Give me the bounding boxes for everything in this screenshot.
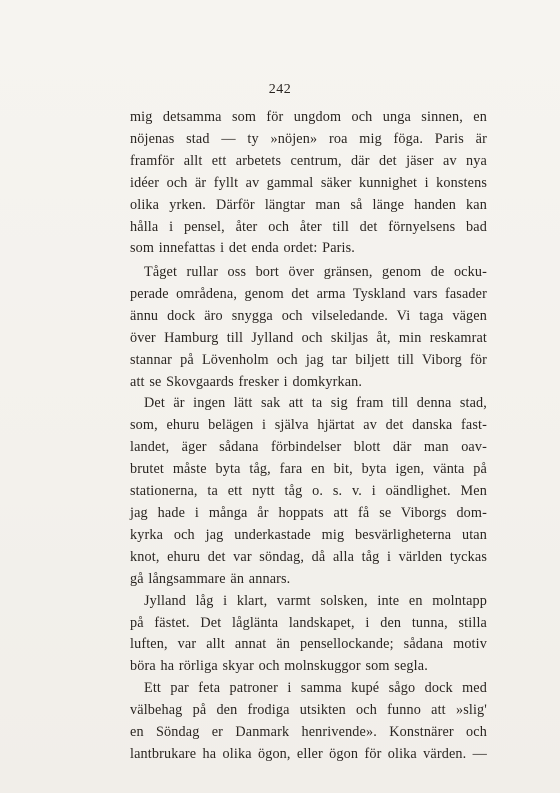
text-line: perade områdena, genom det arma Tyskland vars fasader xyxy=(130,285,487,302)
text-line: hålla i pensel, åter och åter till det förnyelsens bad xyxy=(130,218,487,235)
text-line: Jylland låg i klart, varmt solsken, inte en molntapp xyxy=(144,592,487,609)
text-line: luften, var allt annat än pensellockande; sådana motiv xyxy=(130,636,487,653)
text-line: framför allt ett arbetets centrum, där det jäser av nya xyxy=(130,152,487,169)
text-line: välbehag på den frodiga utsikten och funno att »slig' xyxy=(130,702,487,719)
text-line: stannar på Lövenholm och jag tar biljett till Viborg för xyxy=(130,351,487,368)
text-line: att se Skovgaards fresker i domkyrkan. xyxy=(130,373,363,390)
text-line: mig detsamma som för ungdom och unga sinnen, en xyxy=(130,109,487,125)
paragraph-4 xyxy=(130,591,487,679)
text-line: stationerna, ta ett nytt tåg o. s. v. i oändlighet. Men xyxy=(130,483,487,500)
text-line: knot, ehuru det var söndag, då alla tåg i världen tyckas xyxy=(130,548,487,565)
text-line: en Söndag er Danmark henrivende». Konstnärer och xyxy=(130,724,487,741)
text-block-journey xyxy=(130,262,487,766)
text-line: nöjenas stad — ty »nöjen» roa mig föga. Paris är xyxy=(130,130,487,147)
text-line: jag hade i många år hoppats att få se Viborgs dom- xyxy=(130,504,487,521)
text-line: brutet måste byta tåg, fara en bit, byta igen, vänta på xyxy=(130,461,487,478)
text-line: kyrka och jag underkastade mig besvärligheterna utan xyxy=(130,526,487,543)
text-line: Tåget rullar oss bort över gränsen, genom de ocku- xyxy=(144,264,487,280)
text-line: ännu dock äro snygga och vilseledande. Vi taga vägen xyxy=(130,307,487,324)
text-line: som, ehuru belägen i själva hjärtat av det danska fast- xyxy=(130,417,487,434)
text-line: olika yrken. Därför längtar man så länge handen kan xyxy=(130,196,487,213)
text-line: som innefattas i det enda ordet: Paris. xyxy=(130,240,356,257)
text-line: landet, äger sådana förbindelser blott där man oav- xyxy=(130,439,487,456)
text-line: över Hamburg till Jylland och skiljas åt, min reskamrat xyxy=(130,329,487,346)
text-line: idéer och är fyllt av gammal säker kunnighet i konstens xyxy=(130,174,487,191)
paragraph-2 xyxy=(130,262,487,393)
text-line: böra ha rörliga skyar och molnskuggor som segla. xyxy=(130,658,428,675)
text-line: lantbrukare ha olika ögon, eller ögon för olika värden. — xyxy=(130,745,487,762)
text-line: Det är ingen lätt sak att ta sig fram till denna stad, xyxy=(144,395,487,412)
paragraph-5 xyxy=(130,678,487,766)
text-block-continuation xyxy=(130,107,487,260)
page-number: 242 xyxy=(268,82,292,97)
text-line: på fästet. Det låglänta landskapet, i den tunna, stilla xyxy=(130,614,487,631)
text-line: gå långsammare än annars. xyxy=(130,570,291,587)
paragraph-3 xyxy=(130,393,487,590)
paragraph-1 xyxy=(130,107,487,260)
text-line: Ett par feta patroner i samma kupé sågo dock med xyxy=(144,680,487,697)
